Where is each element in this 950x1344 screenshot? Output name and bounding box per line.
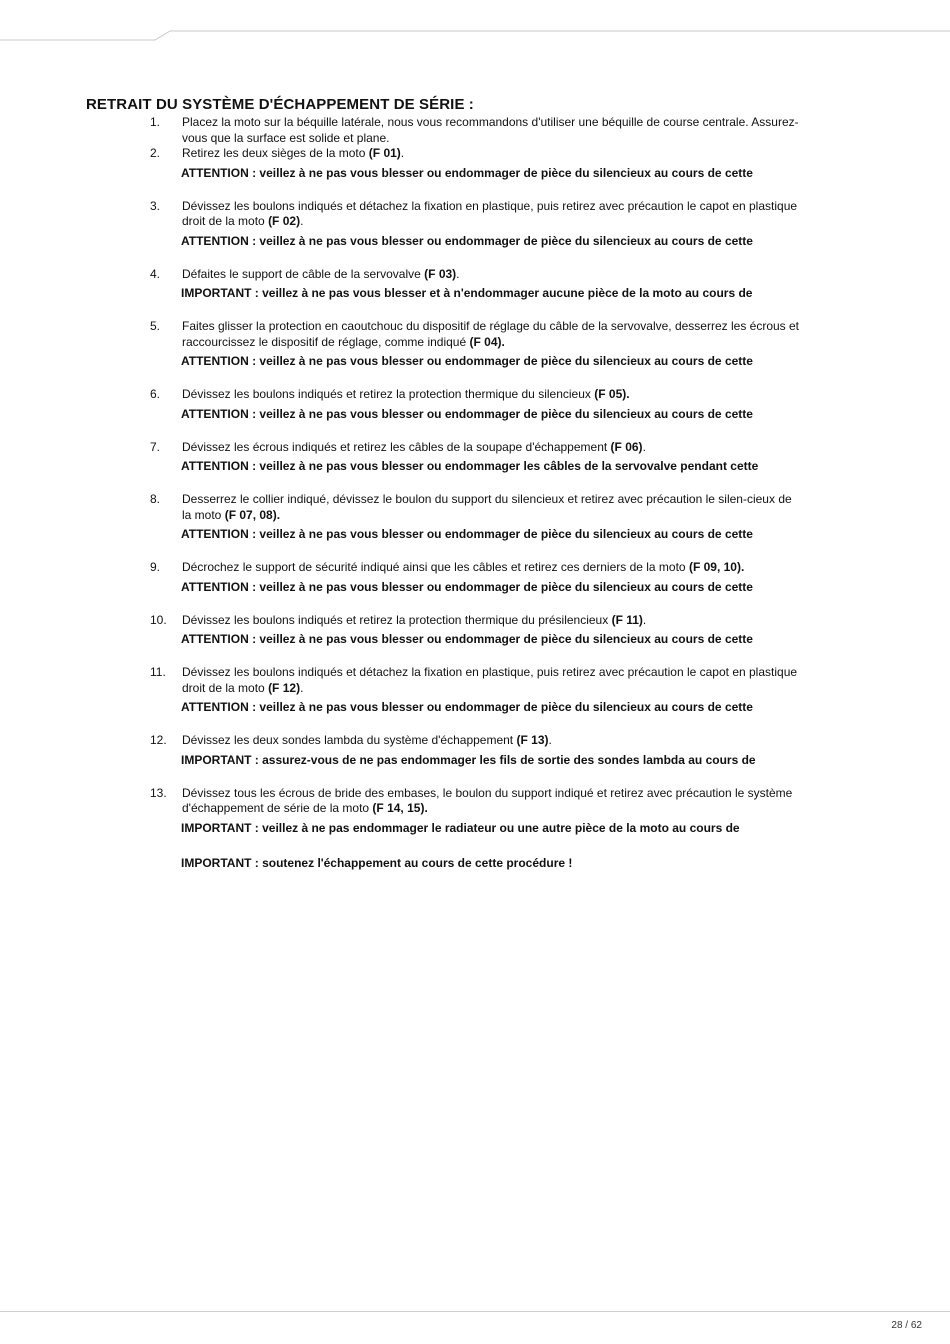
instruction-list bbox=[150, 115, 800, 871]
warning-note: IMPORTANT : veillez à ne pas endommager le radiateur ou une autre pièce de la moto au cours de bbox=[181, 820, 740, 835]
figure-reference: (F 05). bbox=[594, 387, 630, 401]
step-text bbox=[182, 560, 800, 576]
figure-reference: (F 07, 08). bbox=[224, 507, 281, 522]
step-suffix: . bbox=[642, 612, 647, 627]
step-text-body: Décrochez le support de sécurité indiqué ainsi que les câbles et retirez ces derniers de la moto bbox=[182, 560, 686, 574]
step-number: 5. bbox=[150, 319, 161, 333]
warning-note: ATTENTION : veillez à ne pas vous blesser ou endommager de pièce du silencieux au cours de cette bbox=[181, 579, 753, 594]
step-text bbox=[182, 440, 800, 456]
step-text-body: Dévissez les boulons indiqués et retirez la protection thermique du présilencieux bbox=[182, 612, 609, 627]
step-text bbox=[182, 733, 800, 749]
figure-reference: (F 14, 15). bbox=[372, 801, 428, 815]
instruction-step bbox=[150, 665, 800, 715]
step-text-body: Dévissez tous les écrous de bride des embases, le boulon du support indiqué et retirez avec précaution le système d'échappement de série de la moto bbox=[182, 785, 793, 815]
step-text-body: Dévissez les boulons indiqués et détachez la fixation en plastique, puis retirez avec précaution le capot en plastique droit de la moto bbox=[182, 198, 798, 228]
warning-note: ATTENTION : veillez à ne pas vous blesser ou endommager de pièce du silencieux au cours de cette bbox=[181, 406, 753, 421]
step-text bbox=[182, 319, 800, 350]
step-number: 13. bbox=[150, 785, 167, 800]
warning-note: IMPORTANT : veillez à ne pas vous blesser et à n'endommager aucune pièce de la moto au cours de bbox=[181, 286, 753, 300]
page-number: 28 / 62 bbox=[891, 1320, 922, 1331]
instruction-step bbox=[150, 786, 800, 836]
figure-reference: (F 09, 10). bbox=[688, 560, 745, 574]
instruction-step bbox=[150, 199, 800, 249]
instruction-step bbox=[150, 492, 800, 542]
figure-reference: (F 01) bbox=[368, 146, 401, 160]
step-number: 8. bbox=[150, 492, 161, 506]
step-number: 12. bbox=[150, 733, 167, 747]
figure-reference: (F 03) bbox=[424, 266, 457, 281]
step-number: 1. bbox=[150, 115, 161, 129]
page-title: RETRAIT DU SYSTÈME D'ÉCHAPPEMENT DE SÉRIE : bbox=[86, 96, 474, 113]
step-text-body: Dévissez les écrous indiqués et retirez les câbles de la soupape d'échappement bbox=[182, 439, 608, 454]
footer-rule bbox=[0, 1311, 950, 1312]
instruction-step bbox=[150, 146, 800, 181]
step-number: 10. bbox=[150, 612, 167, 627]
step-suffix: . bbox=[642, 439, 646, 454]
warning-note: IMPORTANT : assurez-vous de ne pas endommager les fils de sortie des sondes lambda au cours de bbox=[181, 752, 756, 767]
step-text-body: Placez la moto sur la béquille latérale, nous vous recommandons d'utiliser une béquille de course centrale. Assurez-vous que la surface est solide et plane. bbox=[182, 115, 799, 145]
instruction-step bbox=[150, 319, 800, 369]
step-number: 4. bbox=[150, 266, 161, 281]
step-text bbox=[182, 115, 800, 146]
warning-note: ATTENTION : veillez à ne pas vous blesser ou endommager de pièce du silencieux au cours de cette bbox=[181, 527, 753, 541]
step-text-body: Desserrez le collier indiqué, dévissez le boulon du support du silencieux et retirez avec précaution le silen-cieux de la moto bbox=[182, 492, 792, 522]
warning-note: ATTENTION : veillez à ne pas vous blesser ou endommager de pièce du silencieux au cours de cette bbox=[181, 233, 753, 248]
figure-reference: (F 06) bbox=[610, 439, 643, 454]
step-suffix: . bbox=[548, 733, 552, 747]
instruction-step bbox=[150, 387, 800, 422]
step-number: 7. bbox=[150, 439, 161, 454]
instruction-step bbox=[150, 267, 800, 302]
step-text bbox=[182, 199, 800, 230]
step-number: 9. bbox=[150, 560, 161, 574]
step-number: 6. bbox=[150, 387, 161, 401]
instruction-step bbox=[150, 613, 800, 648]
step-text bbox=[182, 613, 800, 629]
figure-reference: (F 02) bbox=[268, 214, 301, 228]
step-number: 11. bbox=[150, 665, 166, 679]
step-text-body: Dévissez les boulons indiqués et retirez la protection thermique du silencieux bbox=[182, 387, 591, 401]
figure-reference: (F 12) bbox=[268, 680, 301, 695]
step-suffix: . bbox=[456, 266, 460, 281]
step-suffix: . bbox=[300, 214, 304, 228]
instruction-step bbox=[150, 560, 800, 595]
step-text-body: Faites glisser la protection en caoutchouc du dispositif de réglage du câble de la servovalve, desserrez les écrous et raccourcissez le dispositif de réglage, comme indiqué bbox=[182, 319, 800, 349]
step-suffix: . bbox=[300, 680, 304, 695]
warning-note: ATTENTION : veillez à ne pas vous blesser ou endommager de pièce du silencieux au cours de cette bbox=[181, 632, 753, 646]
step-text bbox=[182, 786, 800, 817]
instruction-step bbox=[150, 440, 800, 475]
final-important-note: IMPORTANT : soutenez l'échappement au cours de cette procédure ! bbox=[181, 855, 573, 870]
step-text bbox=[182, 146, 800, 162]
step-text bbox=[182, 665, 800, 696]
figure-reference: (F 13) bbox=[516, 733, 549, 747]
header-rule bbox=[0, 0, 950, 50]
step-text bbox=[182, 267, 800, 283]
figure-reference: (F 04). bbox=[469, 334, 505, 349]
step-number: 2. bbox=[150, 146, 161, 160]
step-number: 3. bbox=[150, 198, 161, 213]
warning-note: ATTENTION : veillez à ne pas vous blesser ou endommager de pièce du silencieux au cours de cette bbox=[181, 700, 753, 714]
instruction-step bbox=[150, 115, 800, 146]
warning-note: ATTENTION : veillez à ne pas vous blesser ou endommager les câbles de la servovalve pendant cette bbox=[181, 459, 759, 473]
instruction-step bbox=[150, 733, 800, 768]
step-text-body: Dévissez les boulons indiqués et détachez la fixation en plastique, puis retirez avec précaution le capot en plastique droit de la moto bbox=[182, 665, 798, 695]
step-text-body: Défaites le support de câble de la servovalve bbox=[182, 266, 421, 281]
step-text bbox=[182, 387, 800, 403]
step-text-body: Retirez les deux sièges de la moto bbox=[182, 146, 366, 160]
step-text bbox=[182, 492, 800, 523]
step-suffix: . bbox=[400, 146, 405, 160]
warning-note: ATTENTION : veillez à ne pas vous blesser ou endommager de pièce du silencieux au cours de cette bbox=[181, 354, 753, 368]
figure-reference: (F 11) bbox=[611, 612, 643, 627]
warning-note: ATTENTION : veillez à ne pas vous blesser ou endommager de pièce du silencieux au cours de cette bbox=[181, 165, 753, 180]
step-text-body: Dévissez les deux sondes lambda du système d'échappement bbox=[182, 733, 514, 747]
